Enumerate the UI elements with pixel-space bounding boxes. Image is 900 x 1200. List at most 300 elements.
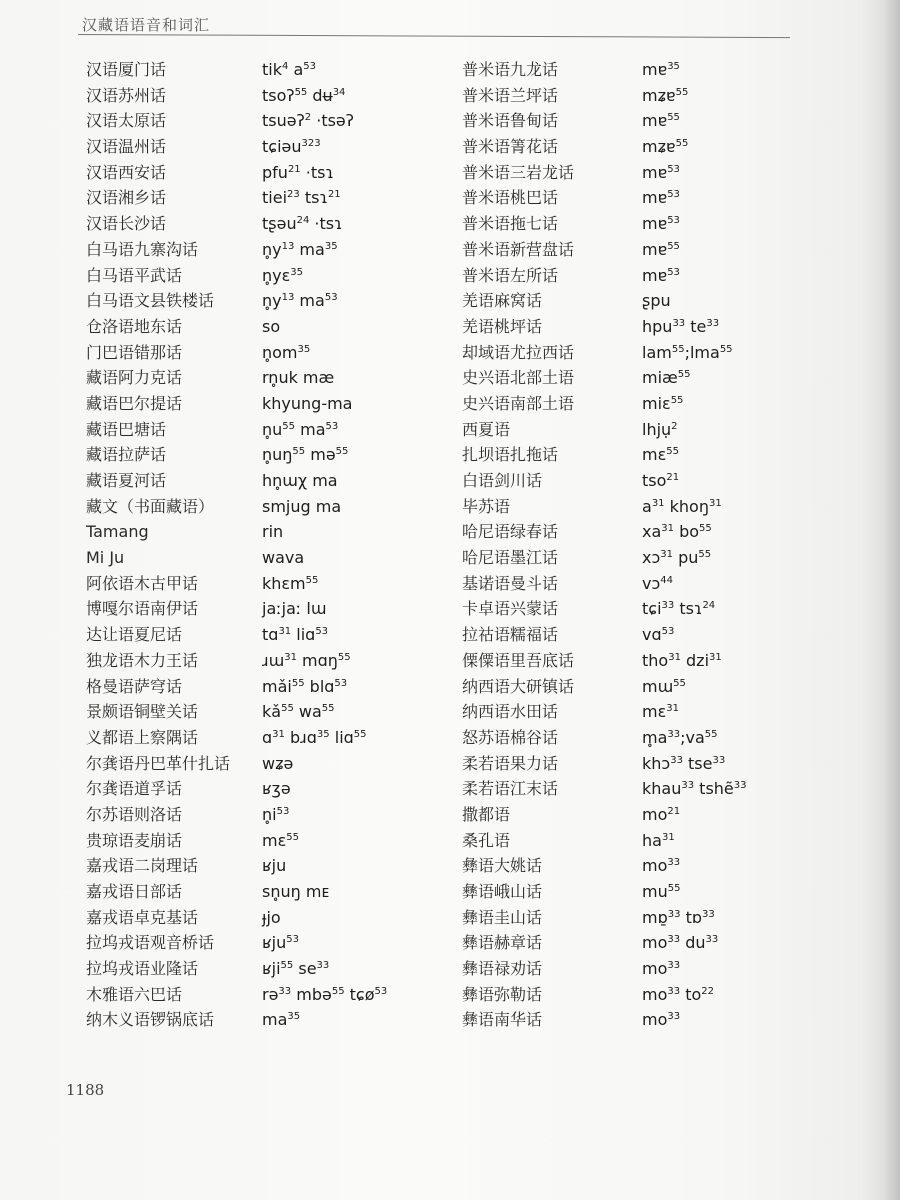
form-segment: mɯ [642,676,674,696]
form-segment: rn̥uk mæ [262,368,335,388]
word-form [262,109,354,133]
word-form [262,854,286,878]
language-name: 扎坝语扎拖话 [462,445,559,465]
word-form [642,520,712,544]
form-segment: to [680,984,702,1004]
word-form [262,572,318,596]
language-name: 彝语峨山话 [462,882,543,901]
tone-mark: 33 [667,908,681,920]
header-rule [78,34,790,38]
word-form [262,546,304,570]
form-segment: n̥i [262,804,277,824]
form-segment: dzi [680,650,710,670]
language-name: 嘉戎语二岗理话 [86,856,199,876]
tone-mark: 2 [304,112,312,124]
form-segment: mɐ [642,162,668,182]
tone-mark: 33 [661,600,675,612]
word-form [262,495,341,519]
language-name: 景颇语铜壁关话 [86,702,199,722]
form-segment: mʑɐ [642,85,676,105]
form-segment: pfu [262,162,288,182]
word-form [262,264,303,288]
form-segment: smjug ma [262,496,342,516]
tone-mark: 55 [667,883,681,894]
form-segment: tiei [262,188,288,208]
word-form [642,597,715,621]
language-name: 藏语巴塘话 [86,419,167,439]
language-name: 达让语夏尼话 [86,625,183,645]
tone-mark: 55 [667,112,680,124]
form-segment: pu [673,548,699,568]
word-form [262,880,329,904]
language-name: 义都语上察隅话 [86,727,199,747]
form-segment: mɛ [262,830,287,850]
form-segment: n̥y [262,239,282,259]
form-segment: wa [293,702,322,722]
word-form [642,495,722,519]
tone-mark: 35 [287,1011,301,1023]
word-form [642,623,674,647]
form-segment: tsɿ [674,599,703,619]
tone-mark: 55 [719,343,733,355]
word-form [642,752,725,776]
word-form [262,392,352,416]
form-segment: tɑ [262,625,279,645]
word-form [642,880,680,904]
form-segment: n̥y [262,291,282,311]
form-segment: mɛ [642,702,667,722]
tone-mark: 21 [666,472,680,483]
language-name: 傈僳语里吾底话 [462,650,575,670]
word-form [262,84,345,108]
language-name: 汉语长沙话 [86,214,167,234]
word-form [642,726,718,750]
word-form [642,649,722,673]
tone-mark: 33 [712,754,726,766]
language-name: 尔龚语丹巴革什扎话 [86,753,231,773]
tone-mark: 4 [281,61,289,72]
form-segment: mo [642,984,668,1004]
word-form [262,726,367,750]
tone-mark: 55 [291,677,305,689]
tone-mark: 55 [698,549,712,561]
form-segment: ɹɯ [262,650,285,670]
tone-mark: 53 [667,266,680,278]
word-form [262,366,334,390]
form-segment: tsoʔ [262,85,295,105]
language-name: 却域语尤拉西话 [462,342,575,362]
word-form [262,443,348,467]
language-name: 汉语厦门话 [86,60,167,79]
form-segment: mu [642,882,668,901]
language-name: 藏文（书面藏语） [86,496,215,516]
page-edge-shadow [860,0,900,1200]
form-segment: mo [642,1010,668,1030]
tone-mark: 55 [671,343,685,355]
language-name: 白马语文县铁楼话 [86,291,215,311]
word-form [262,161,334,185]
tone-mark: 33 [278,985,292,997]
tone-mark: 53 [276,805,290,817]
form-segment: vɔ [642,573,661,593]
form-segment: n̥uŋ [262,445,293,465]
form-segment: wʑə [262,753,294,773]
form-segment: ma [294,291,325,311]
language-name: Mi Ju [86,548,125,568]
language-name: 彝语圭山话 [462,907,543,927]
tone-mark: 53 [374,985,388,997]
language-name: 汉语温州话 [86,137,167,157]
form-segment: lhjụ [642,419,672,439]
tone-mark: 34 [332,86,346,98]
tone-mark: 33 [667,857,681,869]
language-name: 柔若语果力话 [462,753,559,773]
language-name: 藏语巴尔提话 [86,393,183,413]
form-segment: liɑ [329,727,354,747]
tone-mark: 55 [294,86,308,98]
tone-mark: 55 [305,574,319,586]
word-form [642,1008,680,1032]
tone-mark: 53 [315,626,329,638]
word-form [642,469,679,493]
form-segment: tik [262,60,282,79]
language-name: 柔若语江末话 [462,779,559,799]
tone-mark: 2 [671,420,678,432]
language-name: 毕苏语 [462,496,511,516]
form-segment: ʁju [262,933,287,953]
tone-mark: 33 [670,754,683,766]
language-name: 藏语拉萨话 [86,445,167,465]
tone-mark: 21 [287,163,301,175]
tone-mark: 55 [292,446,306,458]
language-name: 卡卓语兴蒙话 [462,599,559,619]
word-form [262,341,310,365]
word-form [262,829,299,853]
form-segment: ʂpu [642,291,671,311]
tone-mark: 55 [666,446,679,458]
tone-mark: 33 [667,1011,681,1023]
form-segment: kǎ [262,702,282,722]
word-form [642,418,678,442]
form-segment: bɹɑ [284,727,317,747]
word-form [642,161,680,185]
word-form [642,135,688,159]
word-form [642,392,683,416]
language-name: 普米语左所话 [462,265,559,285]
word-form [262,135,321,159]
word-form [642,186,680,210]
word-form [262,520,283,544]
tone-mark: 33 [672,317,686,329]
word-form [262,238,338,262]
tone-mark: 53 [667,163,680,175]
tone-mark: 55 [353,728,367,740]
form-segment: khoŋ [664,496,709,516]
form-segment: miæ [642,368,678,388]
language-name: 汉语太原话 [86,111,167,131]
tone-mark: 33 [681,780,695,792]
tone-mark: 33 [667,934,681,946]
form-segment: xɔ [642,548,661,568]
form-segment: hpu [642,316,673,336]
tone-mark: 53 [325,420,339,432]
tone-mark: 35 [316,728,330,740]
tone-mark: 55 [675,86,689,98]
word-form [262,623,328,647]
tone-mark: 53 [334,677,348,689]
form-segment: khau [642,779,682,799]
tone-mark: 21 [667,805,681,817]
language-name: 嘉戎语日部话 [86,882,183,901]
word-form [642,700,679,724]
word-form [642,212,680,236]
tone-mark: 55 [675,138,689,150]
word-form [642,777,747,801]
word-form [642,443,679,467]
word-form [642,906,715,930]
tone-mark: 31 [660,549,673,561]
word-form [642,58,680,82]
form-segment: tɕi [642,599,662,619]
tone-mark: 35 [324,240,338,252]
word-form [642,854,680,878]
tone-mark: 33 [733,780,747,792]
word-form [262,469,338,493]
word-form [262,315,280,339]
form-segment: hn̥ɯχ ma [262,471,338,490]
word-form [642,829,675,853]
form-segment: te [685,316,707,336]
tone-mark: 55 [286,831,299,843]
word-form [642,957,680,981]
form-segment: tɕiəu [262,137,302,157]
form-segment: n̥u [262,419,283,439]
form-segment: mə [305,445,336,465]
tone-mark: 31 [666,703,679,715]
form-segment: tɕø [344,984,375,1004]
tone-mark: 24 [296,215,310,227]
word-form [262,649,351,673]
tone-mark: 31 [661,523,675,535]
word-form [262,1008,300,1032]
form-segment: vɑ [642,625,662,645]
form-segment: mbə [291,984,332,1004]
language-name: 拉祜语糯福话 [462,625,559,645]
language-name: 羌语桃坪话 [462,316,543,336]
language-name: 白马语九寨沟话 [86,239,199,259]
tone-mark: 55 [337,651,351,663]
word-form [642,366,690,390]
form-segment: mo [642,959,668,979]
form-segment: a [288,60,304,79]
language-name: 藏语阿力克话 [86,368,183,388]
tone-mark: 53 [661,626,675,638]
form-segment: wava [262,548,305,568]
language-name: 格曼语萨穹话 [86,676,183,696]
word-form [642,315,719,339]
language-name: 博嘎尔语南伊话 [86,599,199,619]
word-form [262,931,299,955]
language-name: 普米语九龙话 [462,60,559,79]
form-segment: ɟjo [262,907,281,927]
language-name: 普米语新营盘话 [462,239,575,259]
language-name: 阿依语木古甲话 [86,573,199,593]
form-segment: du [680,933,706,953]
word-form [262,957,329,981]
word-form [642,931,718,955]
form-segment: liɑ [291,625,316,645]
tone-mark: 13 [281,292,295,304]
form-segment: ɑ [262,727,273,747]
language-name: 拉坞戎语观音桥话 [86,933,215,953]
language-name: 拉坞戎语业隆话 [86,959,199,979]
form-segment: mɒ̱ [642,907,668,927]
word-form [262,752,293,776]
language-name: 汉语苏州话 [86,85,167,105]
form-segment: khɛm [262,573,306,593]
form-segment: dʉ [307,85,333,105]
form-segment: ʁʒə [262,779,291,799]
form-segment: mɐ [642,111,668,131]
tone-mark: 13 [281,240,295,252]
language-name: 史兴语北部土语 [462,368,575,388]
form-segment: so [262,316,281,336]
form-segment: a [642,496,652,516]
word-form [642,546,711,570]
language-name: 尔龚语道孚话 [86,779,183,799]
language-name: 尔苏语则洛话 [86,804,183,824]
language-name: 纳木义语锣锅底话 [86,1010,215,1030]
tone-mark: 31 [284,651,297,663]
language-name: Tamang [86,522,149,542]
tone-mark: 55 [321,703,335,715]
language-name: 纳西语大研镇话 [462,676,575,696]
word-form [642,84,688,108]
word-form [262,212,343,236]
language-name: 撒都语 [462,804,511,824]
form-segment: xa [642,522,662,542]
tone-mark: 55 [677,369,691,381]
word-form [262,983,387,1007]
form-segment: ma [262,1010,288,1030]
form-segment: mɑŋ [296,650,338,670]
tone-mark: 31 [668,651,681,663]
word-form [262,700,335,724]
tone-mark: 33 [667,985,681,997]
language-name: 羌语麻窝话 [462,291,543,311]
form-segment: mo [642,856,668,876]
form-segment: se [293,959,317,979]
word-form [262,803,289,827]
language-name: 普米语桃巴话 [462,188,559,208]
form-segment: tsuəʔ [262,111,305,131]
word-form [642,264,680,288]
tone-mark: 55 [667,240,680,252]
language-name: 木雅语六巴话 [86,984,183,1004]
form-segment: mʑɐ [642,137,676,157]
language-name: 怒苏语棉谷话 [462,727,559,747]
form-segment: tɒ [680,907,702,927]
form-segment: ;va [680,727,705,747]
form-segment: ·tsɿ [300,162,334,182]
word-form [262,289,338,313]
form-segment: n̥om [262,342,298,362]
form-segment: mǎi [262,676,292,696]
word-form [262,418,338,442]
word-form [262,675,347,699]
language-name: 白马语平武话 [86,265,183,285]
language-name: 白语剑川话 [462,471,543,490]
form-segment: sn̥uŋ mᴇ [262,882,330,901]
language-name: 西夏语 [462,419,511,439]
form-segment: mo [642,804,668,824]
language-name: 基诺语曼斗话 [462,573,559,593]
tone-mark: 35 [297,343,311,355]
tone-mark: 33 [705,934,719,946]
tone-mark: 35 [290,266,303,278]
form-segment: ;lma [684,342,720,362]
language-name: 普米语箐花话 [462,137,559,157]
tone-mark: 55 [280,960,294,972]
tone-mark: 323 [301,138,321,150]
form-segment: ha [642,830,662,850]
language-name: 汉语湘乡话 [86,188,167,208]
word-form [642,238,680,262]
form-segment: ʁji [262,959,281,979]
word-form [642,983,714,1007]
word-form [642,109,680,133]
word-form [262,777,291,801]
tone-mark: 55 [699,523,712,535]
form-segment: mɐ [642,239,668,259]
language-name: 汉语西安话 [86,162,167,182]
language-name: 纳西语水田话 [462,702,559,722]
form-segment: jaːjaː lɯ [262,599,327,619]
tone-mark: 55 [704,728,718,740]
language-name: 史兴语南部土语 [462,393,575,413]
tone-mark: 33 [316,960,330,972]
form-segment: khɔ [642,753,671,773]
tone-mark: 53 [286,934,299,946]
language-name: 桑孔语 [462,830,511,850]
language-name: 贵琼语麦崩话 [86,830,183,850]
form-segment: mɐ [642,214,668,234]
page-number: 1188 [66,1081,105,1099]
word-form [262,186,341,210]
language-name: 独龙语木力王话 [86,650,199,670]
running-head: 汉藏语语音和词汇 [82,16,211,34]
form-segment: ma [294,239,325,259]
language-name: 普米语兰坪话 [462,85,559,105]
tone-mark: 33 [667,728,681,740]
language-name: 藏语夏河话 [86,471,167,490]
tone-mark: 55 [331,985,345,997]
form-segment: ·tsɿ [309,214,343,234]
tone-mark: 31 [272,728,285,740]
tone-mark: 33 [667,960,681,972]
tone-mark: 55 [670,394,684,406]
form-segment: khyung-ma [262,393,353,413]
language-name: 普米语鲁甸话 [462,111,559,131]
tone-mark: 23 [287,189,300,201]
language-name: 哈尼语绿春话 [462,522,559,542]
tone-mark: 31 [651,497,665,509]
language-name: 彝语南华话 [462,1010,543,1030]
tone-mark: 53 [667,215,680,227]
tone-mark: 24 [702,600,716,612]
language-name: 仓洛语地东话 [86,316,183,336]
language-name: 普米语拖七话 [462,214,559,234]
